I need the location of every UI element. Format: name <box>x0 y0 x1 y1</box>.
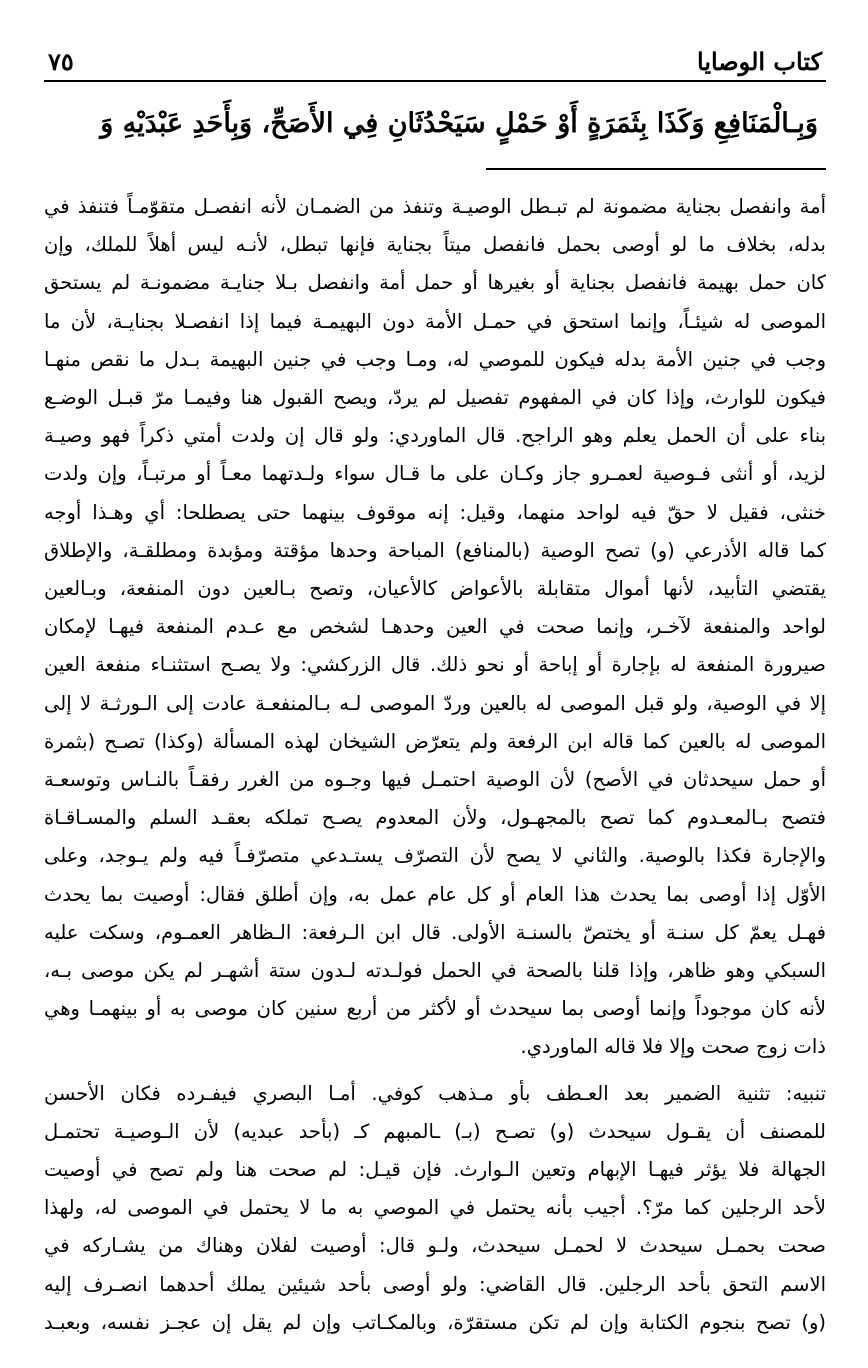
separator-rule <box>486 168 826 170</box>
text-line: (و) تصح بنجوم الكتابة وإن لم تكن مستقرّة، وبالمكـاتب وإن لم يقل إن عجـز نفسه، وبعبـد <box>44 1310 826 1334</box>
text-line: الموصى له بالعين كما قاله ابن الرفعة ولم يتعرّض الشيخان لهذه المسألة (وكذا) تصـح (بثمرة <box>44 729 826 753</box>
text-line: لواحد والمنفعة لآخـر، وإنما صحت في العين وحدهـا لشخص مع عـدم المنفعة فيهـا لإمكان <box>44 615 826 639</box>
text-line: لأحد الرجلين كما مرّ؟. أجيب بأنه يحتمل في الموصي به ما لا يحتمل في الموصى له، ولهذا <box>44 1196 826 1220</box>
text-line: بناء على أن الحمل يعلم وهو الراجح. قال الماوردي: ولو قال إن ولدت أمتي ذكراً فهو وصيـة <box>44 424 826 448</box>
text-line: لزيد، أو أنثى فـوصية لعمـرو جاز وكـان على ما قـال سواء ولـدتهما معـاً أو مرتبـاً، وإن ولدت <box>44 462 826 486</box>
text-line: السبكي وهو ظاهر، وإذا قلنا بالصحة في الحمل فولـدته لـدون ستة أشهـر لم يكن موصى بـه، <box>44 959 826 983</box>
text-line: فيكون للوارث، وإذا كان في المفهوم تفصيل لم يردّ، ويصح القبول هنا وفيمـا مرّ قبـل الوضـع <box>44 386 826 410</box>
text-line: لأنه كان موجوداً وإنما أوصى بما سيحدث أو لأكثر من أربع سنين كان موصى به أو بينهمـا وهي <box>44 997 826 1021</box>
text-line: الموصى له شيئـاً، وإنما استحق في حمـل الأمة دون البهيمـة فيما إذا انفصـلا بجنايـة، لأن ما <box>44 309 826 333</box>
text-line: كما قاله الأذرعي (و) تصح الوصية (بالمنافع) المباحة وحدها مؤقتة ومؤبدة ومطلقـة، والإطلاق <box>44 538 826 562</box>
text-line: فهـل يعمّ كل سنـة أو يختصّ بالسنـة الأولى. قال ابن الـرفعة: الـظاهر العمـوم، وسكت عليه <box>44 920 826 944</box>
page-header <box>44 36 826 82</box>
text-line: صحت بحمـل سيحدث لا لحمـل سيحدث، ولـو قال: أوصيت لفلان وهناك من يشـاركه في <box>44 1234 826 1258</box>
text-line: خنثى، فقيل لا حقّ فيه لواحد منهما، وقيل: إنه موقوف بينهما حتى يصطلحا: أي وهـذا أوجه <box>44 500 826 524</box>
text-line: كان حمل بهيمة فانفصل بجناية أو بغيرها أو حمل أمة وانفصل بـلا جنايـة مضمونـة لم يستحق <box>44 271 826 295</box>
text-line: يقتضي التأبيد، لأنها أموال متقابلة بالأعواض كالأعيان، وتصح بـالعين دون المنفعة، وبـالعين <box>44 577 826 601</box>
commentary-body <box>44 188 826 1342</box>
page-number: ٧٥ <box>48 47 74 76</box>
text-line: أمة وانفصل بجناية مضمونة لم تبـطل الوصيـة وتنفذ من الضمـان لأنه انفصـل متقوّمـاً فتنفذ في <box>44 195 826 218</box>
text-line: أو حمل سيحدثان في الأصح) لأن الوصية احتمـل فيها وجـوه من الغرر رفقـاً بالنـاس وتوسعـة <box>44 768 826 792</box>
matn-text: وَبِـالْمَنَافِعِ وَكَذَا بِثَمَرَةٍ أَوْ حَمْلٍ سَيَحْدُثَانِ فِي الأَصَحِّ، وَبِأَحَدِ عَبْدَيْهِ وَ <box>100 108 818 139</box>
text-line: ذات زوج صحت وإلا فلا قاله الماوردي. <box>520 1035 826 1059</box>
text-line: الجهالة فلا يؤثر فيهـا الإبهام وتعين الـوارث. فإن قيـل: لم صحت هنا ولم تصح في أوصيت <box>44 1158 826 1182</box>
text-line: تنبيه: تثنية الضمير بعد العـطف بأو مـذهب كوفي. أمـا البصري فيفـرده فكان الأحسن <box>44 1081 826 1105</box>
text-line: الاسم التحق بأحد الرجلين. قال القاضي: ولو أوصى بأحد شيئين يملك أحدهما انصـرف إليه <box>44 1272 826 1296</box>
text-line: فتصح بـالمعـدوم كما تصح بالمجهـول، ولأن المعدوم يصـح تملكه بعقـد السلم والمسـاقـاة <box>44 806 826 830</box>
text-line: والإجارة فكذا بالوصية. والثاني لا يصح لأن التصرّف يستـدعي متصرّفـاً فيه ولم يـوجد، وعلى <box>44 844 826 868</box>
text-line: للمصنف أن يقـول سيحدث (و) تصـح (بـ) ـالمبهم كـ (بأحد عبديه) لأن الـوصيـة تحتمـل <box>44 1119 826 1143</box>
tanbih-paragraph <box>44 1075 826 1342</box>
text-line: بدله، بخلاف ما لو أوصى بحمل فانفصل ميتاً بجناية فإنها تبطل، لأنـه ليس أهلاً للملك، وإن <box>44 233 826 257</box>
text-line: صيرورة المنفعة له بإجارة أو إباحة أو نحو ذلك. قال الزركشي: ولا يصـح استثنـاء منفعة العين <box>44 653 826 677</box>
text-line: إلا في الوصية، ولو قبل الموصى له بالعين وردّ الموصى لـه بـالمنفعـة عادت إلى الـورثـة لا إلى <box>44 691 826 715</box>
text-line: الأوّل إذا أوصى بما يحدث هذا العام أو كل عام عمل به، وإن أطلق فقال: أوصيت بما يحدث <box>44 882 826 906</box>
text-line: وجب في جنين الأمة بدله فيكون للموصي له، ومـا وجب في جنين البهيمة بـدل ما نقص منهـا <box>44 347 826 371</box>
running-title: كتاب الوصايا <box>697 47 822 76</box>
commentary-paragraph <box>44 188 826 1067</box>
